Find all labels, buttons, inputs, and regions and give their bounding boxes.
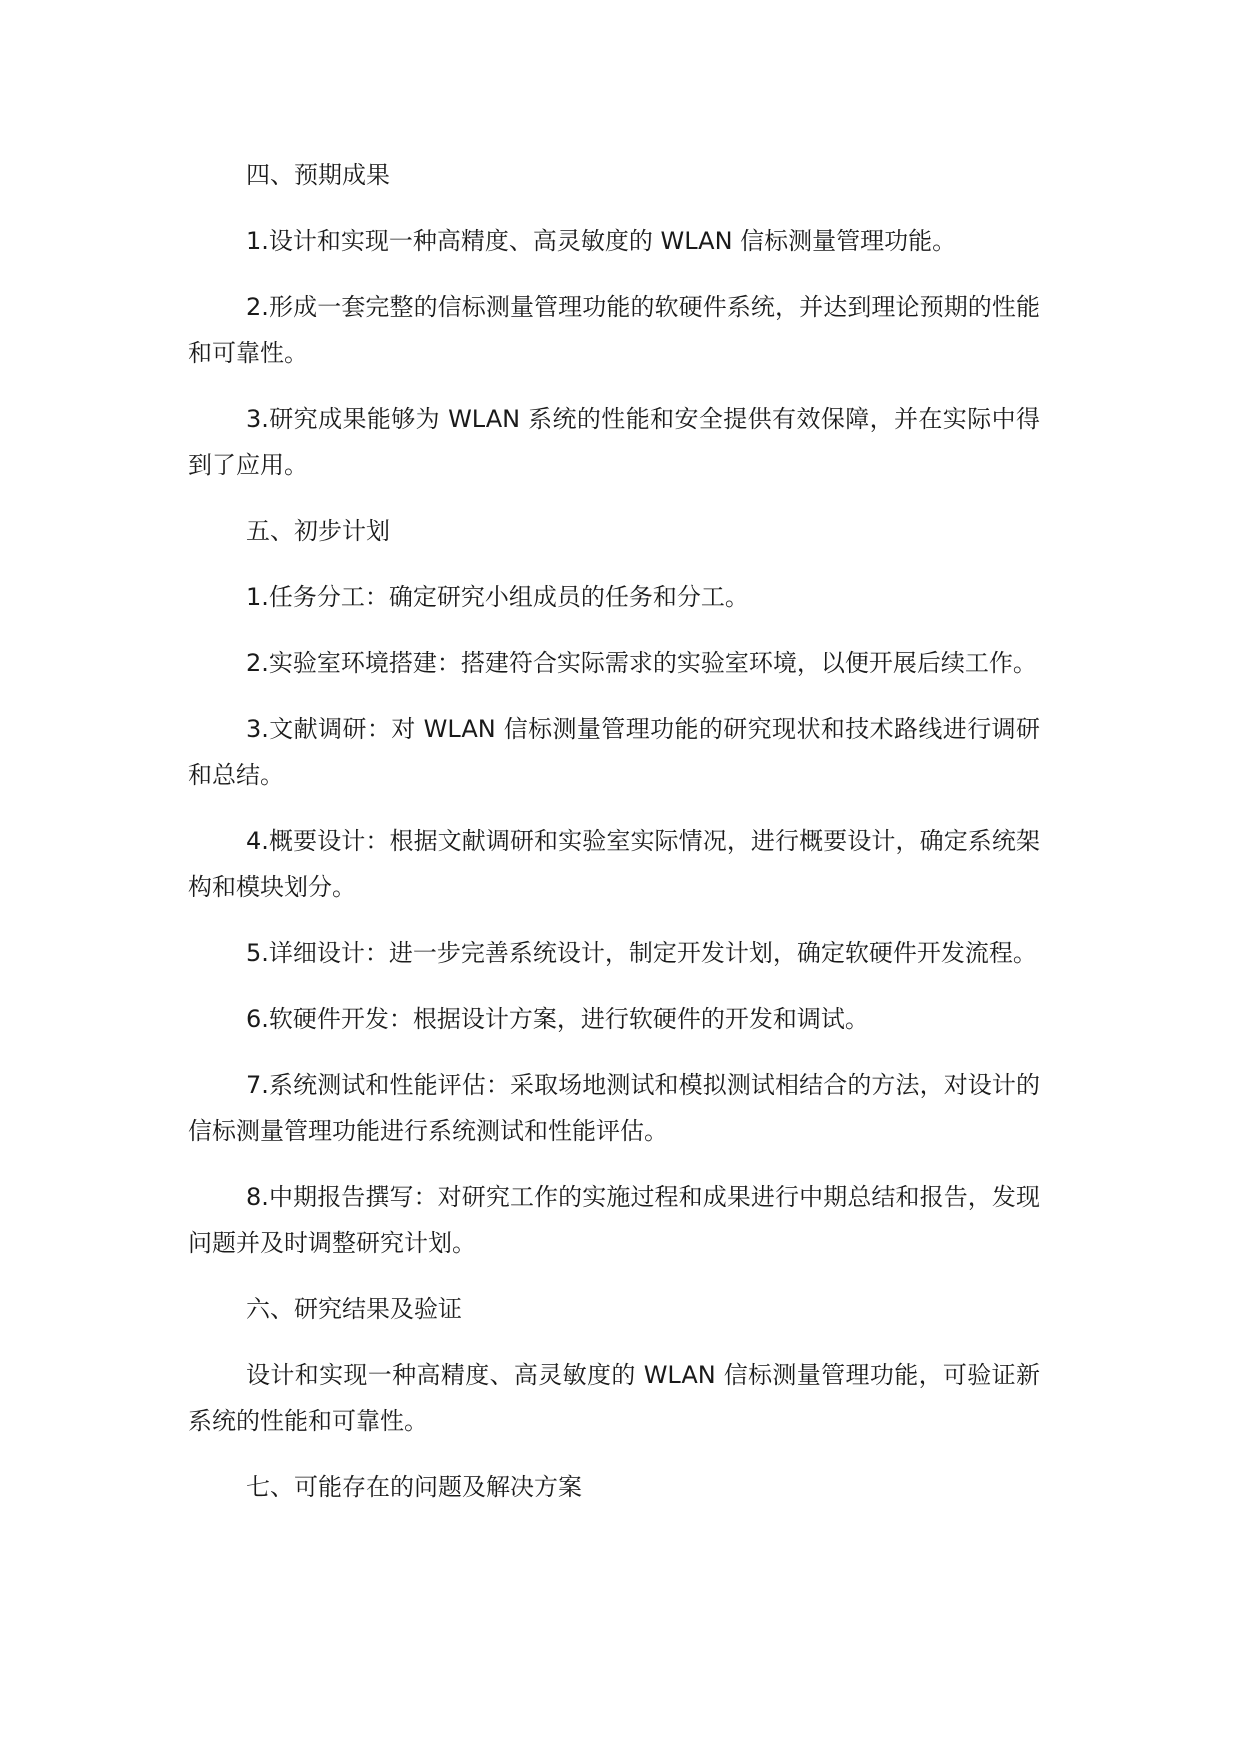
document-body xyxy=(188,152,1040,1530)
paragraph: 4.概要设计：根据文献调研和实验室实际情况，进行概要设计，确定系统架构和模块划分。 xyxy=(188,827,1040,901)
paragraph: 1.设计和实现一种高精度、高灵敏度的 WLAN 信标测量管理功能。 xyxy=(246,227,957,255)
paragraph: 5.详细设计：进一步完善系统设计，制定开发计划，确定软硬件开发流程。 xyxy=(246,939,1037,967)
section-heading-results-verification: 六、研究结果及验证 xyxy=(246,1295,462,1323)
section-heading-expected-results: 四、预期成果 xyxy=(246,161,390,189)
paragraph: 3.文献调研：对 WLAN 信标测量管理功能的研究现状和技术路线进行调研和总结。 xyxy=(188,715,1040,789)
paragraph: 设计和实现一种高精度、高灵敏度的 WLAN 信标测量管理功能，可验证新系统的性能和可靠性。 xyxy=(188,1361,1040,1435)
section-heading-problems-solutions: 七、可能存在的问题及解决方案 xyxy=(246,1473,582,1501)
paragraph: 7.系统测试和性能评估：采取场地测试和模拟测试相结合的方法，对设计的信标测量管理功能进行系统测试和性能评估。 xyxy=(188,1071,1040,1145)
paragraph: 6.软硬件开发：根据设计方案，进行软硬件的开发和调试。 xyxy=(246,1005,869,1033)
paragraph: 2.形成一套完整的信标测量管理功能的软硬件系统，并达到理论预期的性能和可靠性。 xyxy=(188,293,1040,367)
paragraph: 1.任务分工：确定研究小组成员的任务和分工。 xyxy=(246,583,749,611)
section-heading-initial-plan: 五、初步计划 xyxy=(246,517,390,545)
paragraph: 2.实验室环境搭建：搭建符合实际需求的实验室环境，以便开展后续工作。 xyxy=(246,649,1037,677)
paragraph: 3.研究成果能够为 WLAN 系统的性能和安全提供有效保障，并在实际中得到了应用。 xyxy=(188,405,1040,479)
paragraph: 8.中期报告撰写：对研究工作的实施过程和成果进行中期总结和报告，发现问题并及时调整研究计划。 xyxy=(188,1183,1040,1257)
